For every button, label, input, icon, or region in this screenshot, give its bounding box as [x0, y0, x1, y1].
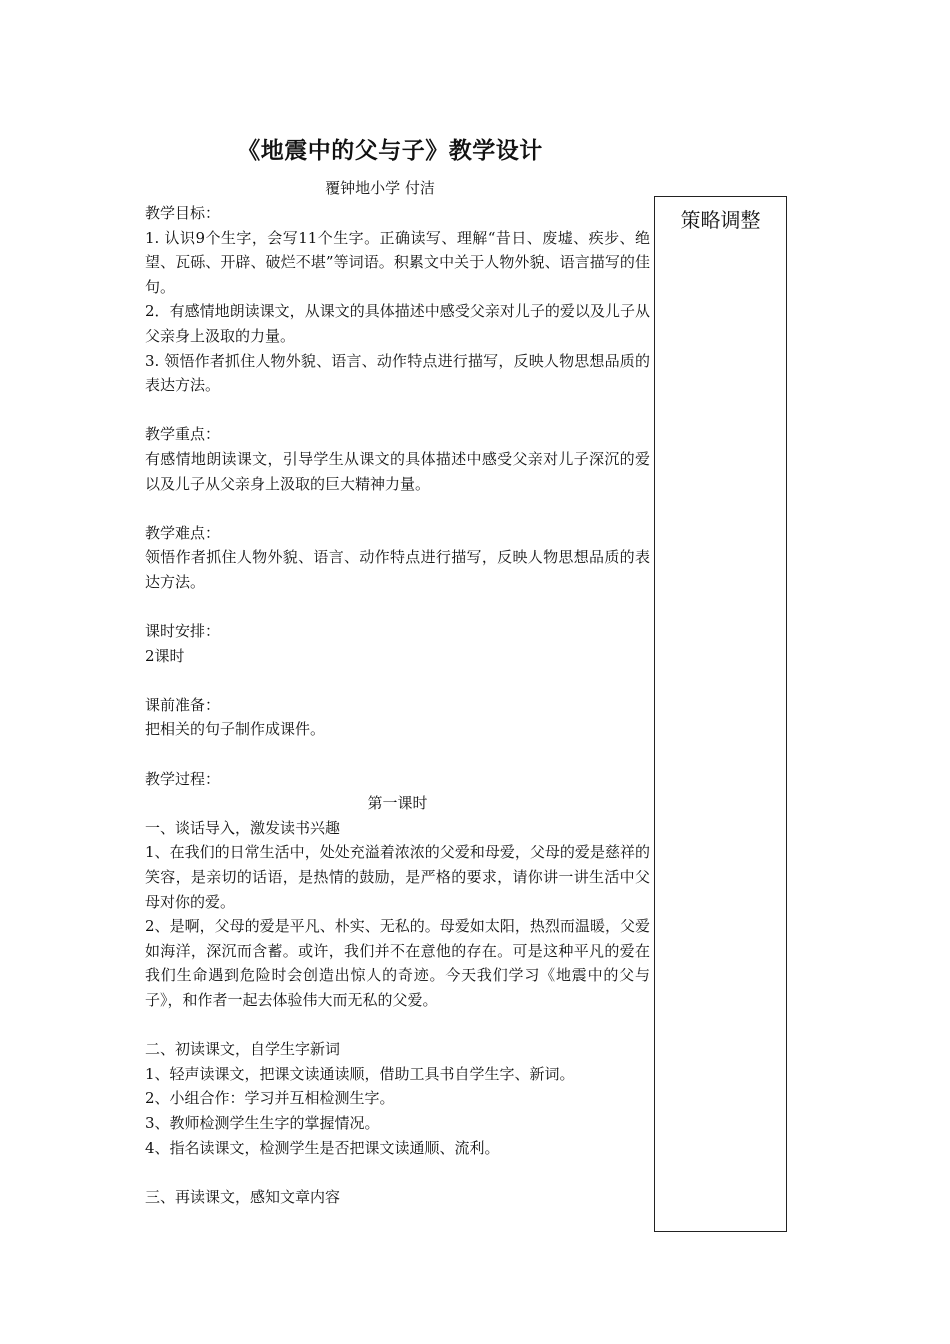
goal-item: 1. 认识9个生字，会写11个生字。正确读写、理解“昔日、废墟、疾步、绝望、瓦砾、开辟、破烂不堪”等词语。积累文中关于人物外貌、语言描写的佳句。 — [145, 228, 650, 296]
goals-heading: 教学目标： — [145, 204, 221, 222]
strategy-adjustment-title: 策略调整 — [680, 208, 761, 232]
section-heading: 一、谈话导入，激发读书兴趣 — [145, 818, 341, 837]
section-item: 1、在我们的日常生活中，处处充溢着浓浓的父爱和母爱，父母的爱是慈祥的笑容，是亲切的话语，是热情的鼓励，是严格的要求，请你讲一讲生活中父母对你的爱。 — [145, 843, 650, 911]
section-item: 2、是啊，父母的爱是平凡、朴实、无私的。母爱如太阳，热烈而温暖，父爱如海洋，深沉而含蓄。或许，我们并不在意他的存在。可是这种平凡的爱在我们生命遇到危险时会创造出惊人的奇迹。今天我们学习《地震中的父与子》，和作者一起去体验伟大而无私的父爱。 — [145, 917, 650, 1009]
section-item: 2、小组合作：学习并互相检测生字。 — [145, 1089, 395, 1108]
schedule-heading: 课时安排： — [145, 622, 221, 641]
section-heading: 三、再读课文，感知文章内容 — [145, 1187, 341, 1206]
goal-item: 2．有感情地朗读课文，从课文的具体描述中感受父亲对儿子的爱以及儿子从父亲身上汲取的力量。 — [145, 302, 650, 345]
difficult-points-heading: 教学难点： — [145, 523, 221, 542]
strategy-adjustment-column — [654, 196, 787, 1232]
difficult-points-text: 领悟作者抓住人物外貌、语言、动作特点进行描写，反映人物思想品质的表达方法。 — [145, 548, 650, 591]
key-points-heading: 教学重点： — [145, 425, 221, 444]
document-title: 《地震中的父与子》教学设计 — [237, 137, 543, 164]
lesson-label: 第一课时 — [367, 794, 428, 813]
section-item: 4、指名读课文，检测学生是否把课文读通顺、流利。 — [145, 1138, 500, 1157]
prep-heading: 课前准备： — [145, 695, 221, 714]
section-item: 3、教师检测学生生字的掌握情况。 — [145, 1113, 380, 1132]
key-points-text: 有感情地朗读课文，引导学生从课文的具体描述中感受父亲对儿子深沉的爱以及儿子从父亲身上汲取的巨大精神力量。 — [145, 449, 650, 493]
section-heading: 二、初读课文，自学生字新词 — [145, 1040, 341, 1059]
process-heading: 教学过程： — [145, 769, 221, 788]
author-line: 覆钟地小学 付洁 — [325, 179, 435, 197]
goal-item: 3. 领悟作者抓住人物外貌、语言、动作特点进行描写，反映人物思想品质的表达方法。 — [145, 351, 650, 395]
lesson-plan-body — [145, 201, 650, 1209]
prep-text: 把相关的句子制作成课件。 — [145, 720, 326, 739]
schedule-text: 2课时 — [145, 646, 185, 665]
section-item: 1、轻声读课文，把课文读通读顺，借助工具书自学生字、新词。 — [145, 1064, 575, 1083]
